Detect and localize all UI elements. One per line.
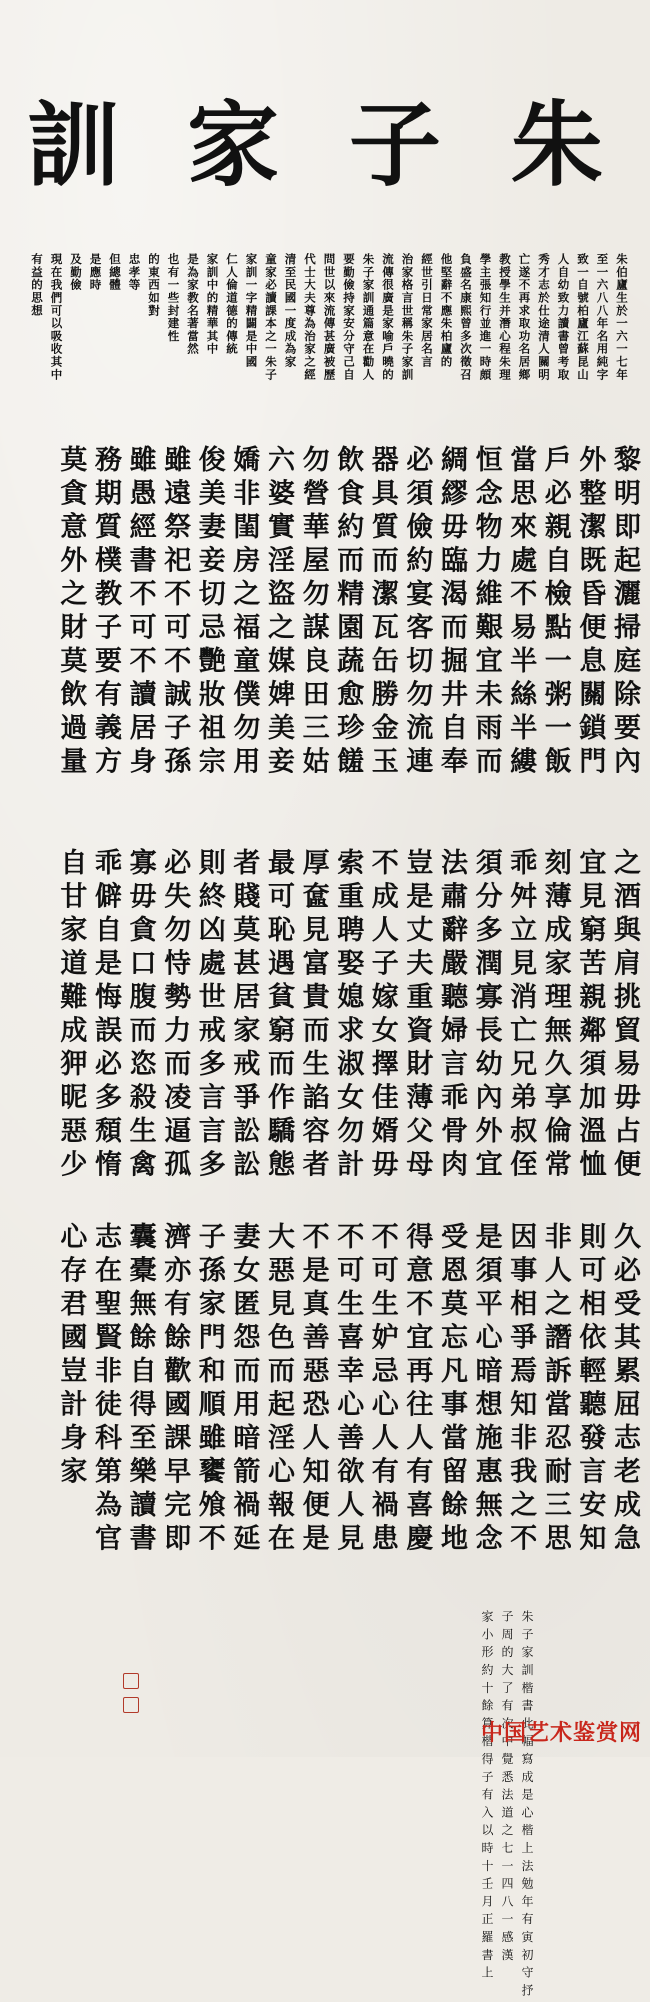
- colophon-column: 朱子家訓楷書此幅寫成是心楷上法勉年有寅初守抒: [520, 1610, 534, 2002]
- main-column: 大惡見色而起淫心報在: [263, 1222, 294, 1557]
- main-column: 則可相依輕聽發言安知: [574, 1222, 606, 1557]
- main-column: 者賤莫甚居家戒爭訟訟: [228, 848, 260, 1183]
- intro-column: 流傳很廣是家喻戶曉的: [381, 253, 395, 381]
- main-column: 雖遠祭祀不可不誠子孫: [159, 445, 191, 780]
- main-column: 務期質樸教子要有義方: [90, 445, 121, 780]
- intro-column: 學主張知行並進一時頗: [478, 253, 493, 381]
- main-column: 厚奩見富貴而生諂容者: [297, 848, 329, 1183]
- intro-column: 清至民國一度成為家: [283, 253, 298, 369]
- main-column: 得意不宜再往人有喜慶: [401, 1222, 433, 1557]
- intro-column: 家訓一字精闢是中國: [244, 253, 259, 369]
- intro-column: 教授學生并潛心程朱理: [498, 253, 512, 381]
- main-column: 因事相爭焉知非我之不: [505, 1222, 537, 1557]
- intro-column: 治家格言世稱朱子家訓: [400, 253, 415, 381]
- intro-column: 仁人倫道德的傳統: [225, 253, 239, 356]
- main-column: 俊美妻妾切忌艷妝祖宗: [193, 445, 225, 780]
- intro-column: 亡遂不再求取功名居鄉: [517, 253, 532, 381]
- title-char: 子: [348, 91, 441, 199]
- title-char: 朱: [510, 91, 603, 199]
- main-column: 宜見窮苦親鄰須加溫恤: [574, 848, 606, 1183]
- title: [0, 91, 650, 199]
- intro-column: 朱伯廬生於一六一七年: [615, 253, 629, 381]
- main-column: 不可生喜幸心善欲人見: [332, 1222, 364, 1557]
- title-char: 家: [186, 91, 279, 199]
- intro-column: 是應時: [88, 253, 103, 292]
- main-column: 勿營華屋勿謀良田三姑: [297, 445, 329, 780]
- colophon-column: 家小形約十餘算楷得子有入以時十壬月正羅書上: [480, 1610, 494, 1984]
- intro-column: 家訓中的精華其中: [205, 253, 220, 356]
- main-column: 是須平心暗想施惠無念: [470, 1222, 502, 1557]
- main-column: 黎明即起灑掃庭除要內: [609, 445, 640, 780]
- main-column: 寡毋貪口腹而恣殺生禽: [124, 848, 156, 1183]
- main-column: 久必受其累屈志老成急: [609, 1222, 640, 1557]
- intro-column: 忠孝等: [127, 253, 142, 292]
- main-column: 恒念物力維艱宜未雨而: [470, 445, 502, 780]
- intro-column: 有益的思想: [30, 253, 44, 317]
- main-column: 志在聖賢非徒科第為官: [90, 1222, 121, 1557]
- intro-column: 負盛名康熙曾多次徵召: [459, 253, 473, 381]
- main-column: 器具質而潔瓦缶勝金玉: [366, 445, 398, 780]
- intro-column: 的東西如對: [147, 253, 161, 317]
- main-column: 綢繆毋臨渴而掘井自奉: [436, 445, 467, 780]
- main-column: 最可恥遇貧窮而作驕態: [263, 848, 294, 1183]
- main-column: 心存君國豈計身家: [55, 1222, 87, 1490]
- main-column: 受恩莫忘凡事當留餘地: [436, 1222, 467, 1557]
- main-column: 飲食約而精園蔬愈珍饈: [332, 445, 364, 780]
- intro-column: 經世引日常家居名言: [420, 253, 434, 369]
- main-column: 自甘家道難成狎昵惡少: [55, 848, 87, 1183]
- seal-stamp: [123, 1697, 139, 1713]
- intro-column: 秀才志於仕途清人關明: [537, 253, 551, 381]
- main-column: 刻薄成家理無久享倫常: [539, 848, 571, 1183]
- intro-column: 代士大夫尊為治家之經: [303, 253, 317, 381]
- main-column: 外整潔既昏便息關鎖門: [574, 445, 606, 780]
- intro-column: 現在我們可以吸收其中: [49, 253, 64, 381]
- main-column: 莫貪意外之財莫飲過量: [55, 445, 87, 780]
- main-column: 不可生妒忌心人有禍患: [366, 1222, 398, 1557]
- intro-column: 至一六八八年名用純字: [595, 253, 610, 381]
- main-column: 濟亦有餘歡國課早完即: [159, 1222, 191, 1557]
- main-column: 妻女匿怨而用暗箭禍延: [228, 1222, 260, 1557]
- main-column: 之酒與肩挑貿易毋占便: [609, 848, 640, 1183]
- main-column: 須分多潤寡長幼內外宜: [470, 848, 502, 1183]
- main-column: 索重聘娶媳求淑女勿計: [332, 848, 364, 1183]
- intro-column: 朱子家訓通篇意在勸人: [361, 253, 376, 381]
- main-column: 豈是丈夫重資財薄父母: [401, 848, 433, 1183]
- intro-column: 但總體: [108, 253, 122, 292]
- main-column: 雖愚經書不可不讀居身: [124, 445, 156, 780]
- main-column: 乖僻自是悔誤必多頹惰: [90, 848, 121, 1183]
- intro-column: 及勤儉: [69, 253, 83, 292]
- main-column: 法肅辭嚴聽婦言乖骨肉: [436, 848, 467, 1183]
- intro-column: 人自幼致力讀書曾考取: [556, 253, 571, 381]
- main-column: 非人之譖訴當忍耐三思: [539, 1222, 571, 1557]
- intro-column: 童家必讀課本之一朱子: [264, 253, 278, 381]
- main-column: 不成人子嫁女擇佳婿毋: [366, 848, 398, 1183]
- main-column: 不是真善惡恐人知便是: [297, 1222, 329, 1557]
- intro-column: 致一自號柏廬江蘇昆山: [576, 253, 590, 381]
- main-column: 必須儉約宴客切勿流連: [401, 445, 433, 780]
- intro-column: 要勤儉持家安分守己自: [342, 253, 356, 381]
- main-column: 乖舛立見消亡兄弟叔侄: [505, 848, 537, 1183]
- colophon-column: 子周的大了有次中覺悉法道之七一四八一感漢: [500, 1610, 514, 1966]
- main-column: 必失勿恃勢力而凌逼孤: [159, 848, 191, 1183]
- main-column: 子孫家門和順雖饔飧不: [193, 1222, 225, 1557]
- main-column: 嬌非閨房之福童僕勿用: [228, 445, 260, 780]
- main-column: 則終凶處世戒多言言多: [193, 848, 225, 1183]
- main-column: 戶必親自檢點一粥一飯: [539, 445, 571, 780]
- main-column: 囊橐無餘自得至樂讀書: [124, 1222, 156, 1557]
- intro-column: 也有一些封建性: [166, 253, 181, 343]
- seal-stamp: [123, 1673, 139, 1689]
- main-column: 當思來處不易半絲半縷: [505, 445, 537, 780]
- intro-column: 是為家教名著當然: [186, 253, 200, 356]
- intro-column: 問世以來流傳甚廣被歷: [322, 253, 337, 381]
- intro-column: 他堅辭不應朱柏廬的: [439, 253, 454, 369]
- main-column: 六婆實淫盜之媒婢美妾: [263, 445, 294, 780]
- watermark: 中国艺术鉴赏网: [480, 1721, 642, 1746]
- title-char: 訓: [26, 91, 119, 199]
